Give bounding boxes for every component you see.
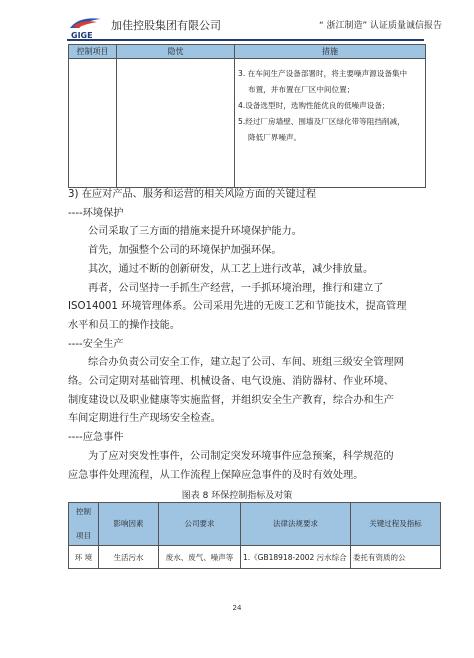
paragraph: 水平和员工的操作技能。 — [68, 319, 181, 331]
paragraph: 首先，加强整个公司的环境保护加强环保。 — [88, 245, 282, 257]
table-header-factors: 影响因素 — [99, 503, 159, 546]
paragraph: ISO14001 环境管理体系。公司采用先进的无废工艺和节能技术，提高管理 — [68, 301, 407, 313]
paragraph: 其次，通过不断的创新研发，从工艺上进行改革，减少排放量。 — [88, 263, 374, 275]
environment-control-table — [68, 502, 441, 569]
measures-cell — [235, 59, 426, 188]
paragraph: 公司采取了三方面的措施来提升环境保护能力。 — [88, 226, 302, 238]
report-title: “ 浙江制造” 认证质量诚信报告 — [319, 21, 443, 31]
section-heading: 3) 在应对产品、服务和运营的相关风险方面的关键过程 — [68, 189, 317, 200]
table-header-key-process: 关键过程及指标 — [351, 503, 441, 546]
table-cell: 环 境 — [69, 546, 99, 569]
table-cell-empty — [69, 59, 117, 188]
measure-line: 4.设备选型时，选购性能优良的低噪声设备； — [238, 101, 390, 110]
table-header-legal-req: 法律法规要求 — [241, 503, 351, 546]
paragraph: 综合办负责公司安全工作，建立起了公司、车间、班组三级安全管理网 — [88, 357, 404, 369]
table-header-control-item: 控制项目 — [69, 45, 117, 59]
logo-text: GIGE — [71, 31, 93, 40]
body-text — [68, 186, 428, 485]
table-header-measures: 措施 — [235, 45, 426, 59]
table-cell: 生活污水 — [99, 546, 159, 569]
company-logo-icon — [67, 14, 105, 40]
paragraph: 车间定期进行生产现场安全检查。 — [68, 413, 221, 425]
table-caption: 图表 8 环保控制指标及对策 — [181, 491, 293, 501]
page-number: 24 — [232, 604, 242, 612]
measure-line: 3. 在车间生产设备部署时，将主要噪声源设备集中 — [238, 69, 408, 78]
measure-line: 5.经过厂房墙壁、围墙及厂区绿化带等阻挡削减， — [238, 117, 405, 126]
safety-heading: ----安全生产 — [68, 338, 124, 350]
table-header-control-item: 控制 项目 — [69, 503, 99, 546]
table-cell: 委托有资质的公 — [351, 546, 441, 569]
page-header — [67, 14, 443, 42]
table-header-company-req: 公司要求 — [159, 503, 241, 546]
paragraph: 络。公司定期对基础管理、机械设备、电气设施、消防器材、作业环境、 — [68, 376, 394, 388]
table-cell: 1.《GB18918-2002 污水综合 — [241, 546, 351, 569]
paragraph: 制度建设以及职业健康等实施监督，并组织安全生产教育，综合办和生产 — [68, 394, 394, 406]
paragraph: 为了应对突发性事件，公司制定突发环境事件应急预案，科学规范的 — [88, 450, 394, 462]
table-cell-empty — [117, 59, 235, 188]
measure-line: 布置，并布置在厂区中间位置； — [248, 85, 355, 94]
header-divider — [67, 39, 424, 41]
env-heading: ----环境保护 — [68, 207, 124, 219]
company-name: 加佳控股集团有限公司 — [111, 19, 221, 32]
paragraph: 应急事件处理流程，从工作流程上保障应急事件的及时有效处理。 — [68, 469, 364, 481]
table-cell: 废水、废气、噪声等 — [159, 546, 241, 569]
measure-line: 降低厂界噪声。 — [248, 133, 302, 142]
table-header-concern: 隐忧 — [117, 45, 235, 59]
measures-table — [68, 44, 426, 188]
paragraph: 再者，公司坚持一手抓生产经营，一手抓环境治理，推行和建立了 — [88, 282, 384, 294]
emergency-heading: ----应急事件 — [68, 432, 124, 444]
